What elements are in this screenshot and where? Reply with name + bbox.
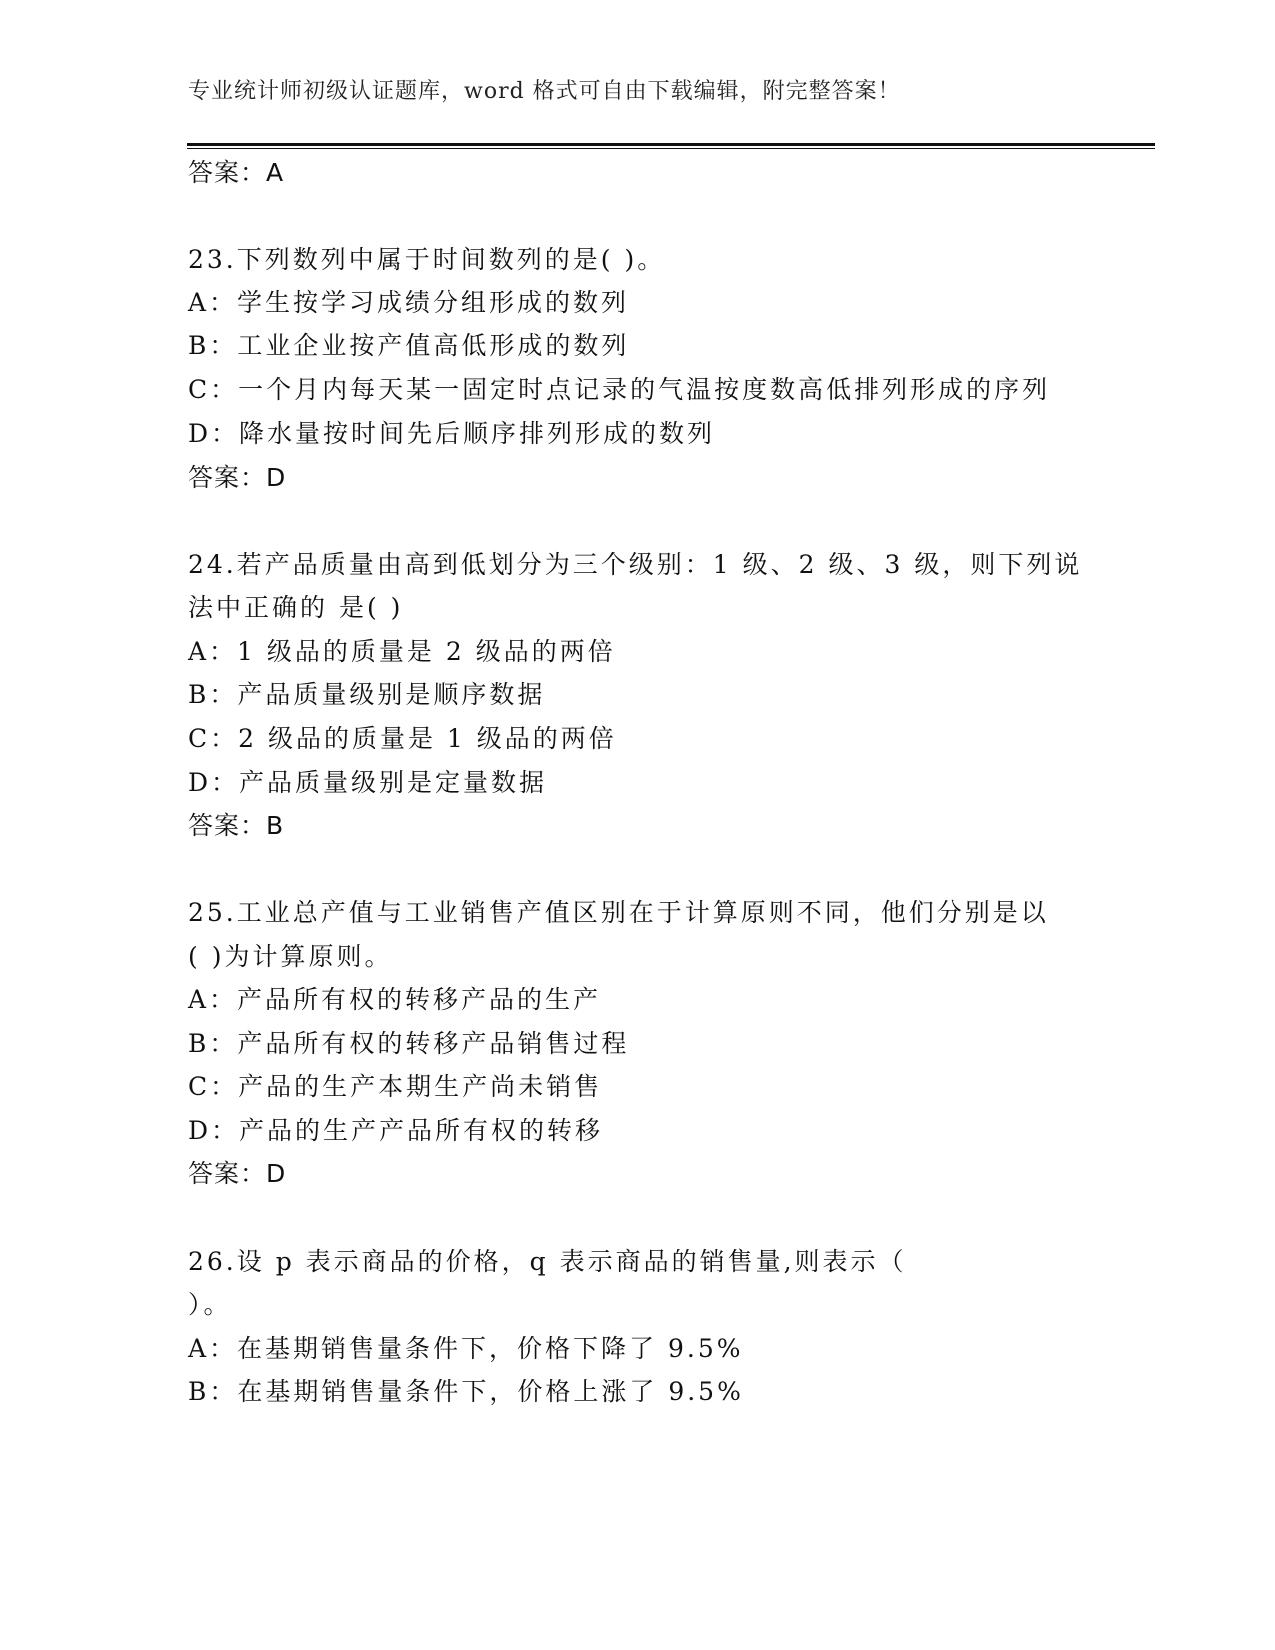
question-stem: 24.若产品质量由高到低划分为三个级别：1 级、2 级、3 级，则下列说 bbox=[188, 550, 1083, 579]
header-rule-thick bbox=[187, 143, 1155, 146]
answer-line: 答案：D bbox=[188, 1159, 287, 1188]
question-stem: 23.下列数列中属于时间数列的是( )。 bbox=[188, 245, 666, 274]
question-stem: 25.工业总产值与工业销售产值区别在于计算原则不同，他们分别是以 bbox=[188, 898, 1049, 927]
page-header: 专业统计师初级认证题库，word 格式可自由下载编辑，附完整答案！ bbox=[188, 79, 901, 104]
answer-line: 答案：D bbox=[188, 463, 287, 492]
option-b: B：在基期销售量条件下，价格上涨了 9.5% bbox=[188, 1377, 744, 1406]
option-d: D：产品的生产产品所有权的转移 bbox=[188, 1116, 604, 1145]
option-a: A：在基期销售量条件下，价格下降了 9.5% bbox=[188, 1334, 744, 1363]
question-stem-continued: ( )为计算原则。 bbox=[188, 942, 393, 971]
option-c: C：一个月内每天某一固定时点记录的气温按度数高低排列形成的序列 bbox=[188, 375, 1051, 404]
option-d: D：产品质量级别是定量数据 bbox=[188, 768, 548, 797]
option-c: C：产品的生产本期生产尚未销售 bbox=[188, 1072, 603, 1101]
option-c: C：2 级品的质量是 1 级品的两倍 bbox=[188, 724, 617, 753]
option-b: B：工业企业按产值高低形成的数列 bbox=[188, 331, 630, 360]
question-stem: 26.设 p 表示商品的价格，q 表示商品的销售量,则表示（ bbox=[188, 1247, 907, 1276]
question-stem-continued: ）。 bbox=[188, 1290, 232, 1319]
option-d: D：降水量按时间先后顺序排列形成的数列 bbox=[188, 419, 716, 448]
option-a: A：学生按学习成绩分组形成的数列 bbox=[188, 288, 630, 317]
option-a: A：1 级品的质量是 2 级品的两倍 bbox=[188, 637, 616, 666]
answer-line: 答案：B bbox=[188, 811, 285, 840]
option-a: A：产品所有权的转移产品的生产 bbox=[188, 985, 602, 1014]
option-b: B：产品质量级别是顺序数据 bbox=[188, 680, 546, 709]
answer-line: 答案：A bbox=[188, 158, 285, 187]
option-b: B：产品所有权的转移产品销售过程 bbox=[188, 1029, 630, 1058]
header-rule-thin bbox=[187, 148, 1155, 149]
question-stem-continued: 法中正确的 是( ) bbox=[188, 593, 404, 622]
